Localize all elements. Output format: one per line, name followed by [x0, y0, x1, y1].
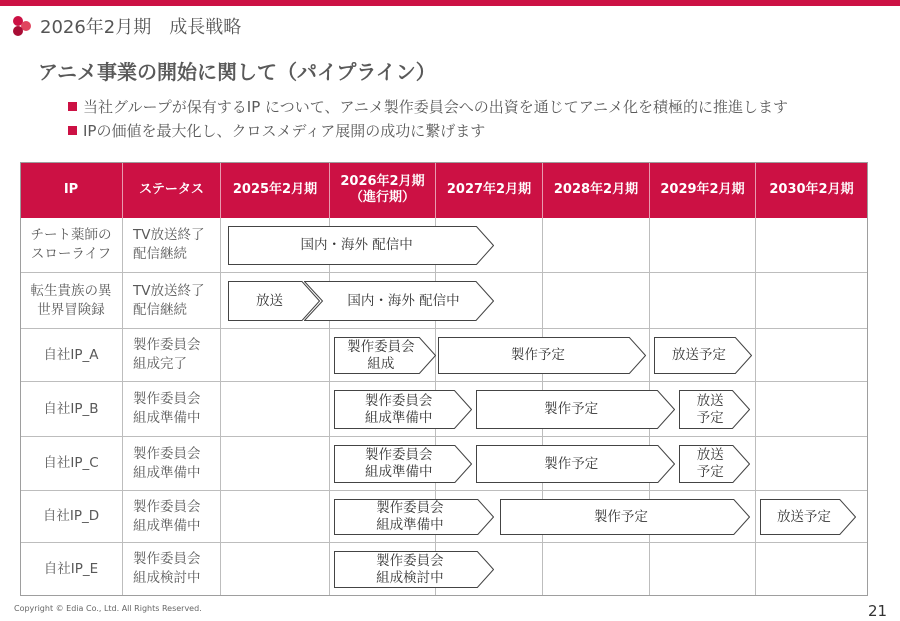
cell-text-line: 放送: [256, 292, 283, 309]
cell-text-line: 放送: [696, 447, 724, 463]
cell-text-line: 自社IP_B: [43, 400, 99, 417]
arrow-label: [334, 337, 428, 374]
arrow-label: [476, 445, 666, 483]
cell-text-line: 世界冒険録: [37, 301, 105, 318]
header-text: 2029年2月期: [660, 182, 745, 197]
top-accent-bar: [0, 0, 900, 6]
cell-text-line: 製作委員会: [364, 447, 433, 463]
timeline-arrow: [334, 499, 494, 535]
cell-text-line: 組成準備中: [133, 517, 201, 534]
cell-text-line: 組成準備中: [364, 464, 433, 480]
arrow-label: [334, 445, 463, 483]
timeline-arrow: [334, 390, 472, 429]
cell-text-line: 予定: [696, 409, 724, 426]
arrow-label: [228, 226, 485, 265]
cell-text-line: 放送予定: [671, 347, 726, 363]
header-text: （進行期）: [349, 190, 415, 205]
cell-text-line: 自社IP_E: [43, 560, 99, 577]
cell-text-line: 製作予定: [544, 455, 599, 472]
arrow-label: [334, 390, 463, 429]
cell-text-line: 製作委員会: [133, 551, 201, 567]
pipeline-table: [20, 162, 868, 596]
timeline-arrow: [438, 337, 646, 374]
cell-text-line: 製作予定: [544, 401, 599, 417]
page-number: 21: [868, 602, 888, 620]
cell-text-line: 配信継続: [133, 301, 187, 318]
company-logo-icon: [10, 14, 34, 38]
cell-text-line: 製作委員会: [364, 392, 433, 409]
arrow-label: [438, 337, 638, 374]
cell-text-line: スローライフ: [30, 246, 112, 262]
page-title: アニメ事業の開始に関して（パイプライン）: [38, 60, 436, 84]
cell-text-line: 組成検討中: [376, 569, 444, 586]
header-text: IP: [63, 182, 79, 197]
cell-text-line: 予定: [696, 464, 724, 480]
bullet-item: [68, 118, 788, 142]
timeline-arrow: [500, 499, 750, 535]
cell-text-line: 組成準備中: [364, 409, 433, 426]
cell-text-line: 製作委員会: [133, 337, 201, 353]
header-title: 2026年2月期 成長戦略: [40, 17, 242, 38]
cell-text-line: 配信継続: [133, 246, 187, 262]
cell-text-line: 放送予定: [776, 508, 831, 525]
arrow-label: [500, 499, 742, 535]
cell-text-line: 製作委員会: [133, 445, 201, 462]
header-text: 2028年2月期: [553, 182, 639, 197]
header-text: 2027年2月期: [446, 182, 532, 197]
cell-text-line: 自社IP_D: [42, 508, 100, 524]
timeline-arrow: [334, 551, 494, 588]
timeline-arrow: [654, 337, 752, 374]
timeline-arrow: [304, 281, 494, 321]
timeline-arrow: [228, 226, 494, 265]
cell-text-line: 国内・海外 配信中: [300, 237, 413, 253]
timeline-arrow: [334, 445, 472, 483]
cell-text-line: TV放送終了: [133, 227, 205, 243]
bullet-square-icon: [68, 102, 77, 111]
timeline-arrow: [679, 390, 750, 429]
cell-text-line: 組成準備中: [133, 410, 201, 426]
cell-text-line: 組成準備中: [376, 517, 444, 533]
arrow-label: [679, 445, 741, 483]
arrow-label: [334, 551, 486, 588]
bullet-item: [68, 94, 788, 118]
arrow-label: [760, 499, 848, 535]
bullet-square-icon: [68, 126, 77, 135]
bullet-text: IPの価値を最大化し、クロスメディア展開の成功に繋げます: [83, 121, 486, 140]
cell-text-line: 放送: [696, 392, 724, 409]
cell-text-line: 組成: [367, 355, 395, 372]
cell-text-line: チート薬師の: [30, 227, 112, 243]
arrow-label: [476, 390, 666, 429]
cell-text-line: 組成完了: [133, 356, 187, 372]
bullet-list: [68, 94, 788, 142]
arrow-label: [334, 499, 486, 535]
cell-text-line: 製作委員会: [133, 391, 201, 407]
cell-text-line: 製作委員会: [347, 338, 415, 355]
cell-text-line: TV放送終了: [133, 282, 205, 299]
copyright-text: Copyright © Edia Co., Ltd. All Rights Reserved.: [14, 604, 202, 613]
cell-text-line: 転生貴族の異: [30, 282, 112, 299]
header-text: 2026年2月期: [340, 174, 425, 189]
timeline-arrow: [760, 499, 856, 535]
timeline-arrow: [334, 337, 436, 374]
arrow-label: [679, 390, 741, 429]
cell-text-line: 製作委員会: [376, 552, 444, 569]
timeline-arrow: [679, 445, 750, 483]
arrow-label: [313, 281, 494, 321]
cell-text-line: 製作予定: [510, 347, 565, 363]
arrow-label: [228, 281, 311, 321]
cell-text-line: 製作予定: [593, 508, 648, 525]
arrow-label: [654, 337, 744, 374]
cell-text-line: 製作委員会: [133, 498, 201, 515]
timeline-arrow: [476, 445, 675, 483]
header-text: 2030年2月期: [769, 182, 854, 197]
header-text: ステータス: [139, 182, 204, 197]
cell-text-line: 組成検討中: [133, 570, 201, 586]
cell-text-line: 製作委員会: [376, 500, 444, 516]
bullet-text: 当社グループが保有するIP について、アニメ製作委員会への出資を通じてアニメ化を積極的に推進します: [83, 97, 788, 116]
header-text: 2025年2月期: [232, 182, 318, 197]
cell-text-line: 国内・海外 配信中: [347, 292, 460, 309]
cell-text-line: 組成準備中: [133, 464, 201, 481]
timeline-arrow: [476, 390, 675, 429]
cell-text-line: 自社IP_A: [43, 346, 99, 363]
cell-text-line: 自社IP_C: [43, 455, 99, 471]
